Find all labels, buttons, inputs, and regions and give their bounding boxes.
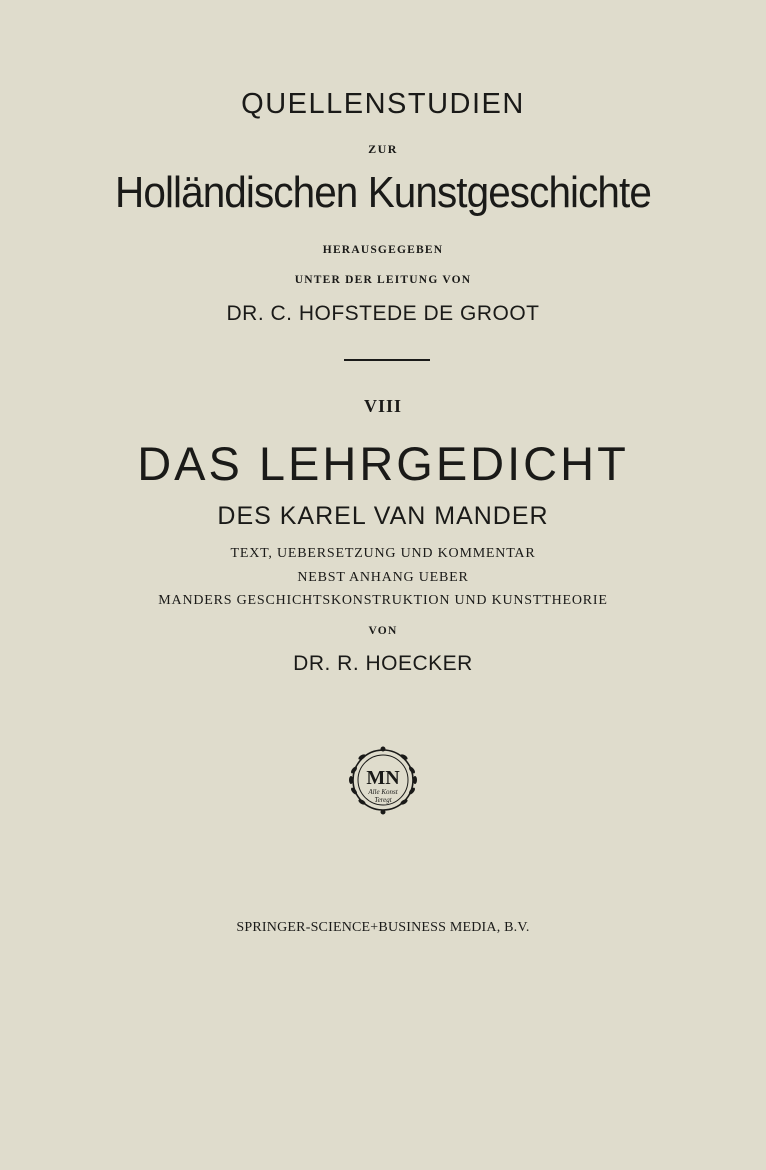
published-label: HERAUSGEGEBEN [322,244,444,256]
by-label: VON [368,625,398,637]
series-connector: ZUR [368,142,398,156]
book-description-line-2: NEBST ANHANG UEBER [297,570,469,585]
book-subtitle: DES KAREL VAN MANDER [217,502,549,530]
book-author: DR. R. HOECKER [293,652,473,675]
book-title: DAS LEHRGEDICHT [137,437,629,490]
divider-rule [344,359,430,361]
direction-label: UNTER DER LEITUNG VON [294,274,472,286]
publisher-mark-initials: MN [366,767,400,789]
book-description-line-1: TEXT, UEBERSETZUNG UND KOMMENTAR [230,546,536,561]
series-top-line: QUELLENSTUDIEN [241,88,525,120]
volume-number: VIII [363,396,402,416]
series-editor: DR. C. HOFSTEDE DE GROOT [226,302,540,325]
publisher-mark-motto-2: Teregt [374,796,392,804]
publisher-name: SPRINGER-SCIENCE+BUSINESS MEDIA, B.V. [236,920,530,935]
book-description-line-3: MANDERS GESCHICHTSKONSTRUKTION UND KUNSTTHEORIE [158,593,608,608]
publisher-mark-motto-1: Alle Konst [368,788,398,796]
publisher-mark-icon [340,740,426,820]
series-main-title: Holländischen Kunstgeschichte [115,168,651,217]
